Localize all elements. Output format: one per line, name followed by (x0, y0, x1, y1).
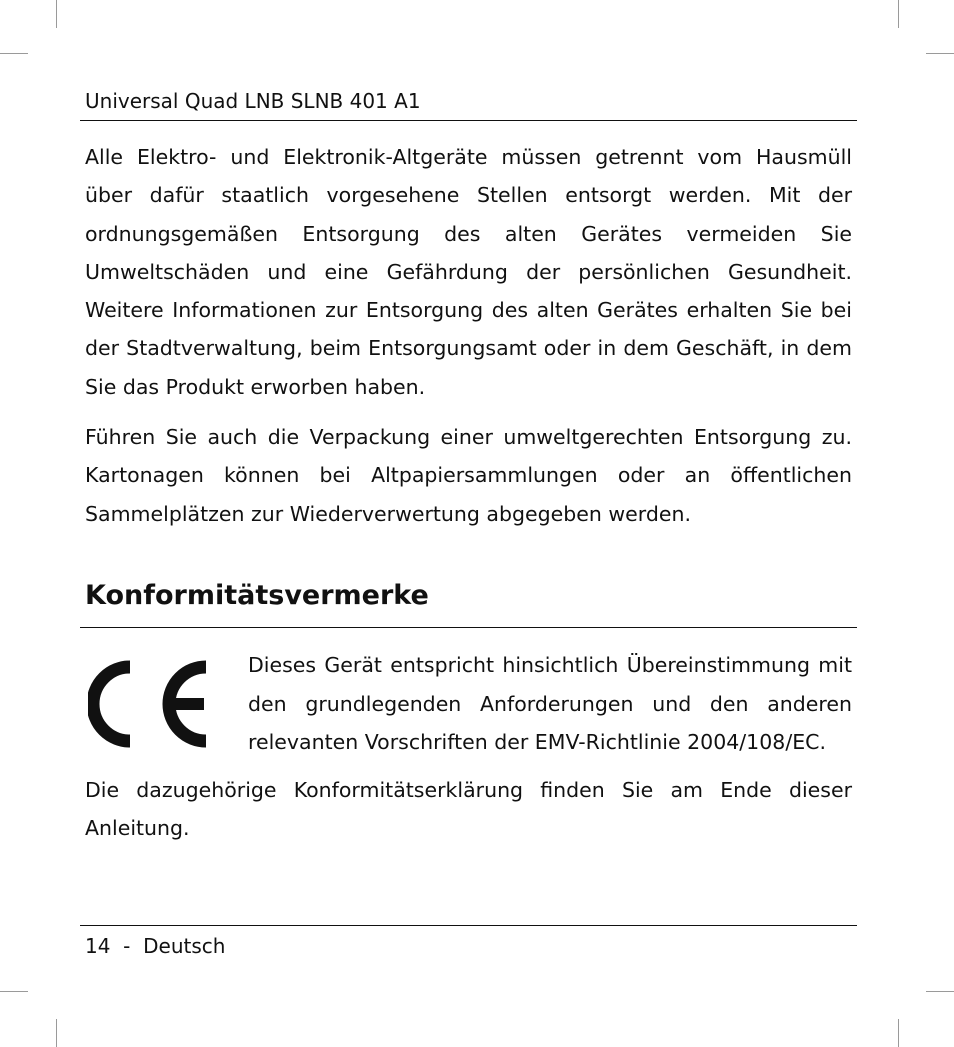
header-divider (80, 120, 857, 121)
crop-mark-top-left-vertical (56, 0, 57, 28)
crop-mark-top-right-vertical (898, 0, 899, 28)
page-header-title: Universal Quad LNB SLNB 401 A1 (85, 89, 421, 113)
crop-mark-bottom-right-horizontal (926, 991, 954, 992)
crop-mark-bottom-left-vertical (56, 1019, 57, 1047)
section-divider (80, 627, 857, 628)
crop-mark-bottom-left-horizontal (0, 991, 28, 992)
footer-language: Deutsch (143, 934, 226, 958)
page-number: 14 (85, 934, 111, 958)
crop-mark-top-left-horizontal (0, 53, 28, 54)
ce-conformity-text: Dieses Gerät entspricht hinsichtlich Übereinstimmung mit den grundlegenden Anforderungen und den anderen relevanten Vorschriften der EMV-Richtlinie 2004/108/EC. (248, 653, 852, 754)
disposal-paragraph: Alle Elektro- und Elektronik-Altgeräte müssen getrennt vom Hausmüll über dafür staatlich vorgesehene Stellen entsorgt werden. Mit der ordnungsgemäßen Entsorgung des alten Gerätes vermeiden Sie Umweltschäden und eine Gefährdung der persönlichen Gesundheit. Weitere Informationen zur Entsorgung des alten Gerätes erhalten Sie bei der Stadtverwaltung, beim Entsorgungsamt oder in dem Geschäft, in dem Sie das Produkt erworben haben. (85, 145, 852, 399)
packaging-paragraph: Führen Sie auch die Verpackung einer umweltgerechten Entsorgung zu. Kartonagen können bei Altpapiersammlungen oder an öffentlichen Sammelplätzen zur Wiederverwertung abgegeben werden. (85, 425, 852, 526)
conformity-declaration-note: Die dazugehörige Konformitätserklärung finden Sie am Ende dieser Anleitung. (85, 778, 852, 841)
footer-divider (80, 925, 857, 926)
crop-mark-bottom-right-vertical (898, 1019, 899, 1047)
footer-separator: - (123, 934, 131, 958)
ce-mark-icon (88, 657, 216, 751)
page-footer (85, 933, 225, 959)
crop-mark-top-right-horizontal (926, 53, 954, 54)
section-title: Konformitätsvermerke (85, 580, 429, 611)
